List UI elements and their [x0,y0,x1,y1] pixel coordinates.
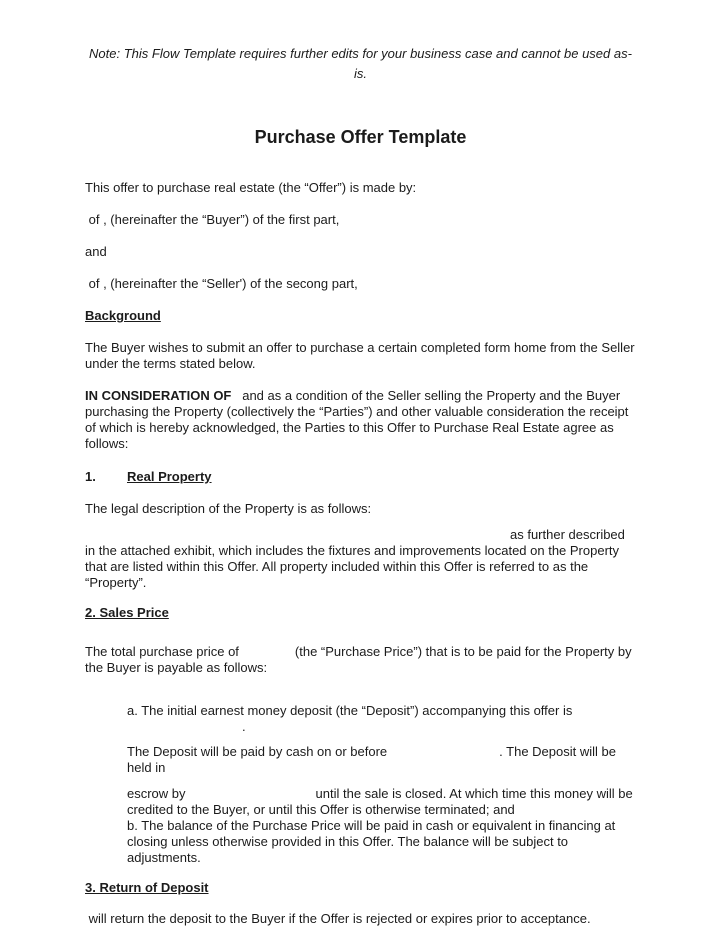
blank-field-purchase-price [239,655,295,656]
purchase-price-lead-text: The total purchase price of [85,644,239,659]
template-note: Note: This Flow Template requires further edits for your business case and cannot be used as-is. [89,46,632,81]
deposit-payment-line [127,744,636,776]
escrow-lead-text: escrow by [127,786,186,801]
and-connector: and [85,244,107,259]
consideration-rest-text: and as a condition of the Seller selling the Property and the Buyer purchasing the Property (collectively the “Parties”) and other valuable consideration the receipt of which is hereby acknowledged, the Parties to this Offer to Purchase Real Estate agree as follows: [85,388,633,451]
section-3-heading: 3. Return of Deposit [85,880,209,895]
blank-field-escrow-agent [186,797,316,798]
legal-description-intro: The legal description of the Property is as follows: [85,501,372,516]
property-description-paragraph [85,527,636,591]
deposit-item-a [127,703,636,735]
purchase-price-paragraph [85,644,636,676]
seller-party-line: of , (hereinafter the “Seller') of the secong part, [85,276,358,291]
section-1-number: 1. [85,469,96,484]
background-paragraph: The Buyer wishes to submit an offer to purchase a certain completed form home from the Seller under the terms stated below. [85,340,639,371]
document-title: Purchase Offer Template [254,127,467,147]
section-1-title: Real Property [127,469,212,484]
deposit-item-a-period: . [242,719,246,734]
deposit-payment-lead-text: The Deposit will be paid by cash on or before [127,744,388,759]
escrow-rest-text: until the sale is closed. At which time this money will be credited to the Buyer, or until this Offer is otherwise terminated; and [127,786,637,817]
deposit-payment-rest-text: . The Deposit will be held in [127,744,620,775]
purchase-price-rest-text: (the “Purchase Price”) that is to be paid for the Property by the Buyer is payable as follows: [85,644,636,675]
blank-field-legal-description [85,538,510,539]
deposit-item-a-text: a. The initial earnest money deposit (the “Deposit”) accompanying this offer is [127,703,573,718]
consideration-lead-text: IN CONSIDERATION OF [85,388,232,403]
buyer-party-line: of , (hereinafter the “Buyer”) of the first part, [85,212,340,227]
blank-field-deposit-amount [127,730,242,731]
escrow-line [127,786,636,818]
blank-field-deposit-date [387,755,499,756]
section-1-heading [85,469,636,485]
background-heading: Background [85,308,161,323]
balance-item-b: b. The balance of the Purchase Price will be paid in cash or equivalent in financing at closing unless otherwise provided in this Offer. The balance will be subject to adjustments. [127,818,619,865]
consideration-paragraph [85,388,636,452]
section-2-heading: 2. Sales Price [85,605,169,620]
property-description-text: as further described in the attached exhibit, which includes the fixtures and improvements located on the Property that are listed within this Offer. All property included within this Offer is referred to as the “Property”. [85,527,629,590]
intro-paragraph: This offer to purchase real estate (the “Offer”) is made by: [85,180,417,195]
return-deposit-paragraph: will return the deposit to the Buyer if the Offer is rejected or expires prior to acceptance. [85,911,591,926]
